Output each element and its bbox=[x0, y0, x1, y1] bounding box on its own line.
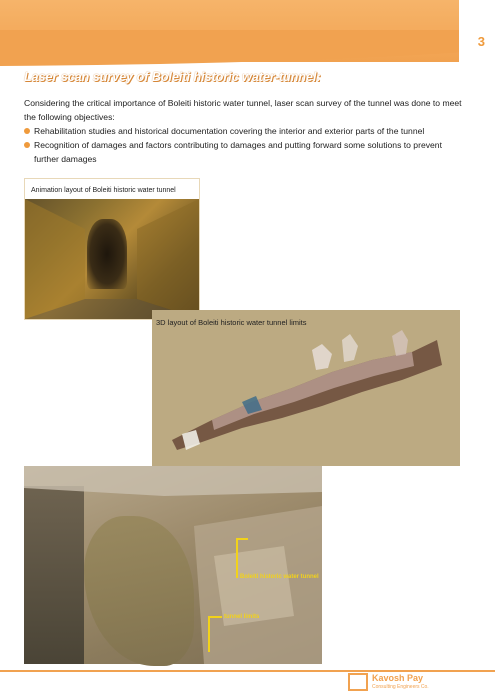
intro-paragraph: Considering the critical importance of Boleiti historic water tunnel, laser scan survey of the tunnel was done to meet the following objectives: bbox=[24, 98, 462, 122]
animation-caption: Animation layout of Boleiti historic water tunnel bbox=[31, 187, 176, 194]
callout-line bbox=[236, 538, 248, 540]
objective-text: Rehabilitation studies and historical documentation covering the interior and exterior parts of the tunnel bbox=[34, 126, 425, 136]
bullet-icon bbox=[24, 128, 30, 134]
aerial-overlay bbox=[24, 466, 322, 664]
layout-3d-image bbox=[152, 310, 460, 466]
objectives-list bbox=[24, 124, 464, 166]
bullet-icon bbox=[24, 142, 30, 148]
callout-line bbox=[236, 538, 238, 578]
section-title: Laser scan survey of Boleiti historic water-tunnel: bbox=[24, 70, 321, 84]
layout3d-caption: 3D layout of Boleiti historic water tunnel limits bbox=[156, 318, 307, 327]
objective-item bbox=[24, 124, 464, 138]
aerial-site-image bbox=[24, 466, 322, 664]
company-logo bbox=[348, 671, 468, 699]
point-cloud-render bbox=[152, 310, 460, 466]
animation-layout-image bbox=[24, 178, 200, 320]
company-name: Kavosh Pay bbox=[372, 673, 424, 683]
objective-text: Recognition of damages and factors contributing to damages and putting forward some solutions to prevent further damages bbox=[34, 140, 442, 164]
objective-item bbox=[24, 138, 464, 166]
callout-line bbox=[208, 616, 210, 652]
company-subtitle: Consulting Engineers Co. bbox=[372, 684, 429, 690]
callout-label-tunnel: Boleiti historic water tunnel bbox=[240, 574, 319, 580]
callout-label-limits: tunnel limits bbox=[224, 614, 260, 620]
page-number: 3 bbox=[477, 34, 485, 49]
tunnel-walls bbox=[25, 199, 199, 319]
callout-line bbox=[208, 616, 222, 618]
logo-icon bbox=[348, 673, 368, 691]
